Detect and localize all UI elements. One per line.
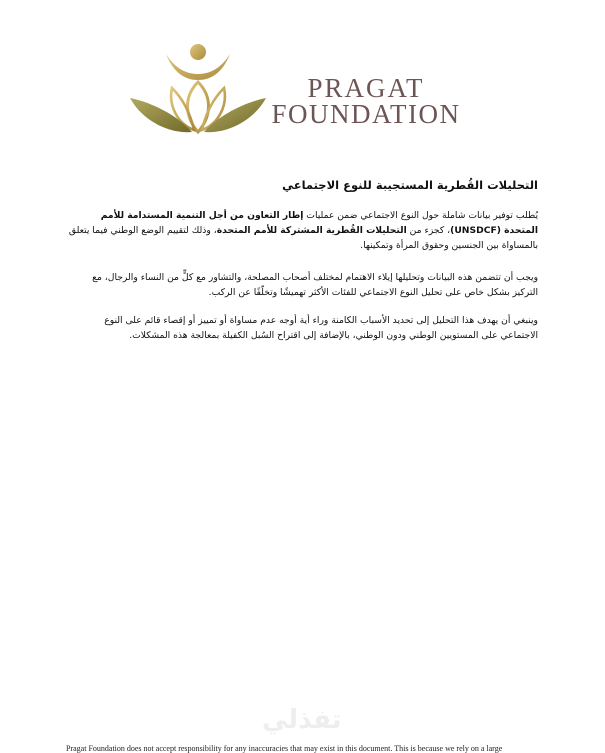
footer-disclaimer: Pragat Foundation does not accept responsibility for any inaccuracies that may exist in this document. This is because we rely on a large [66,744,503,753]
org-name-line1: PRAGAT [307,73,425,103]
paragraph-1-text-c: ، وذلك لتقييم الوضع الوطني فيما يتعلق بالمساواة بين الجنسين وحقوق المرأة وتمكينها. [68,225,538,251]
paragraph-2: ويجب أن تتضمن هذه البيانات وتحليلها إيلاء الاهتمام لمختلف أصحاب المصلحة، والتشاور مع كلٍّ من النساء والرجال، مع التركيز بشكل خاص على تحليل النوع الاجتماعي للفئات الأكثر تهميشًا وتخلّفًا عن الركب. [92,272,538,298]
lotus-figure-icon [128,40,268,140]
document-title: التحليلات القُطرية المستجيبة للنوع الاجتماعي [282,178,538,192]
watermark: تفذلي [262,705,342,735]
paragraph-1-text-b: ، كجزء من [406,225,451,236]
logo [128,40,468,140]
paragraph-1-text-a: يُطلب توفير بيانات شاملة حول النوع الاجتماعي ضمن عمليات [303,210,538,221]
org-name-line2: FOUNDATION [271,99,461,129]
paragraph-1-bold-a: إطار التعاون من أجل التنمية المستدامة للأمم المتحدة (UNSDCF) [100,210,538,236]
paragraph-3: وينبغي أن يهدف هذا التحليل إلى تحديد الأسباب الكامنة وراء أية أوجه عدم مساواة أو تمييز أو إقصاء قائم على النوع الاجتماعي على المستويين الوطني ودون الوطني، بالإضافة إلى اقتراح السُبل الكفيلة بمعالجة هذه المشكلات. [104,315,538,341]
paragraph-1-bold-b: التحليلات القُطرية المشتركة للأمم المتحدة [216,225,407,236]
paragraph-1 [64,208,538,253]
